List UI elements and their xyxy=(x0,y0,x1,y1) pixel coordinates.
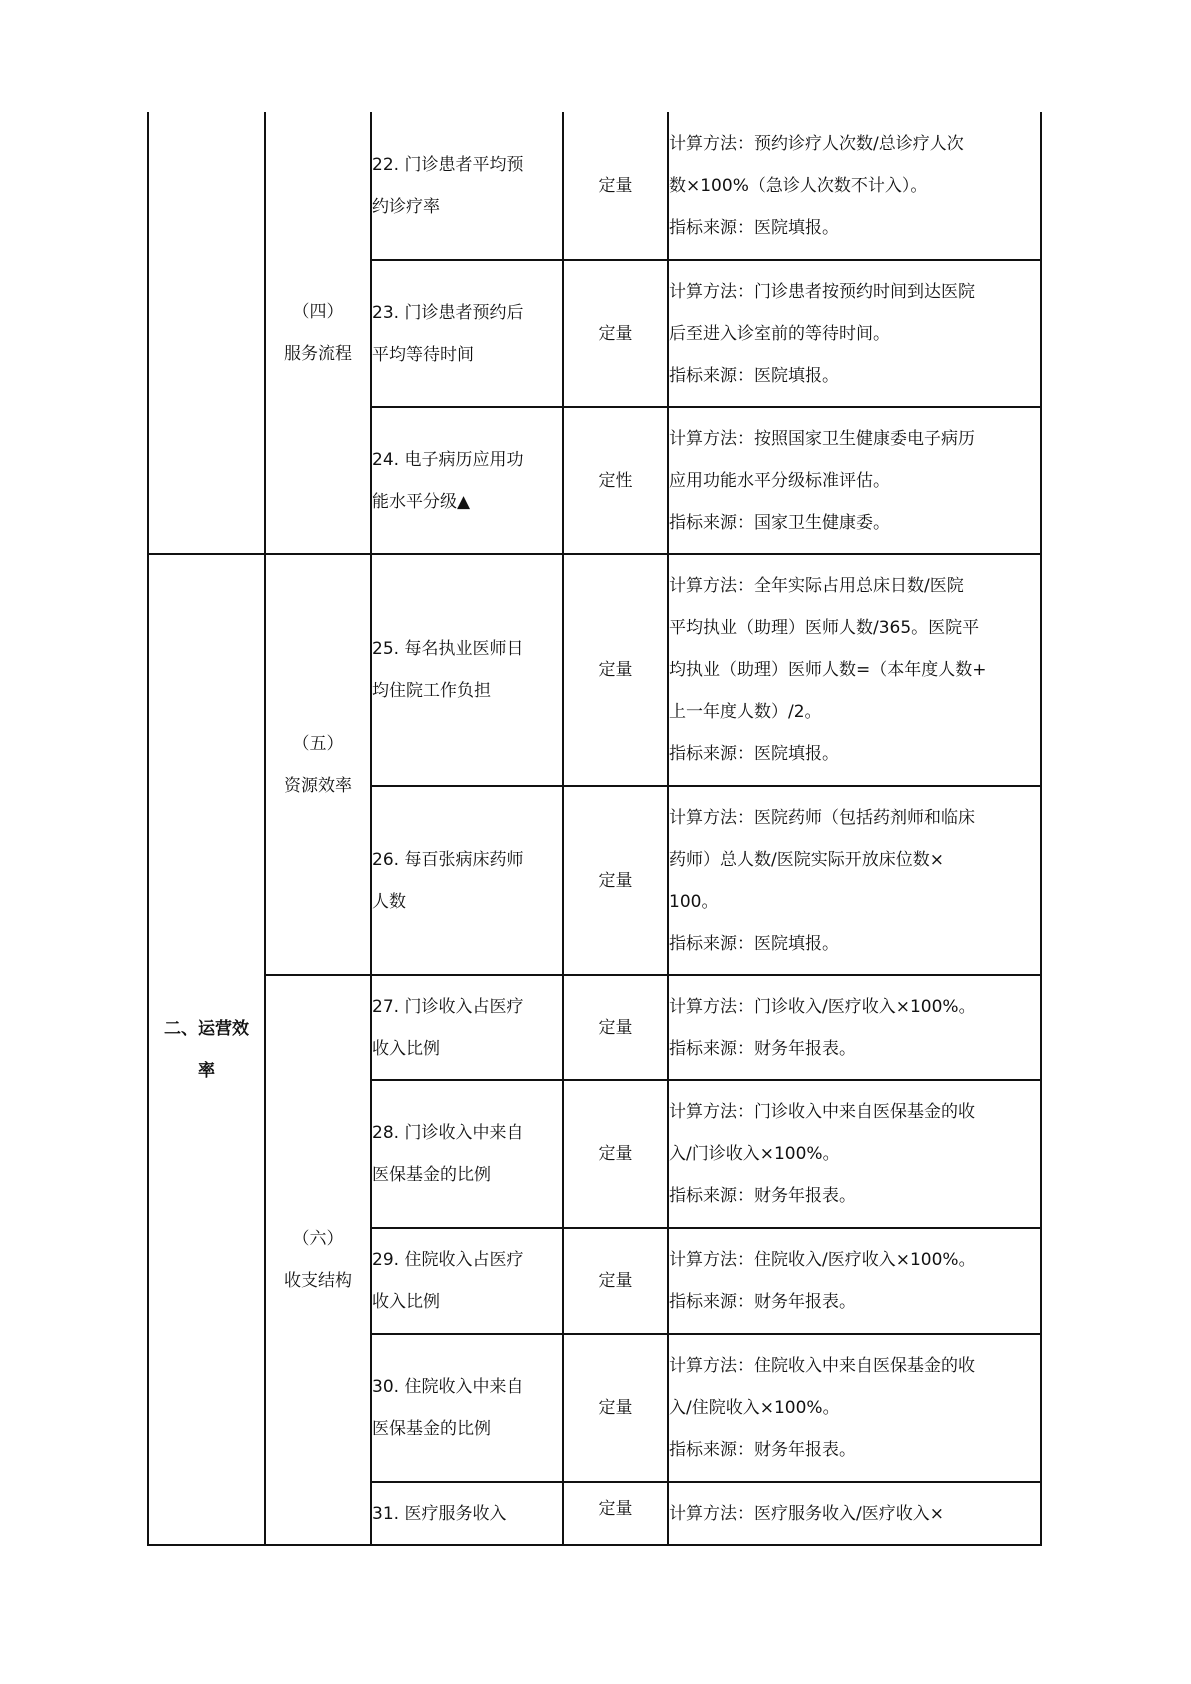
indicator-name-line: 约诊疗率 xyxy=(372,196,440,217)
method-line: 应用功能水平分级标准评估。 xyxy=(669,470,890,491)
method-line: 计算方法：住院收入/医疗收入×100%。 xyxy=(669,1250,976,1270)
source-line: 指标来源：国家卫生健康委。 xyxy=(669,512,890,533)
subcategory-cell xyxy=(265,554,371,975)
subcategory-number: （六） xyxy=(292,1229,344,1249)
source-line: 指标来源：财务年报表。 xyxy=(669,1440,856,1460)
indicator-name xyxy=(371,260,563,407)
indicator-description xyxy=(668,407,1041,554)
method-line: 药师）总人数/医院实际开放床位数× xyxy=(669,849,944,870)
indicator-name-line: 29. 住院收入占医疗 xyxy=(372,1250,524,1270)
indicator-name-line: 医保基金的比例 xyxy=(372,1165,491,1185)
indicator-name-line: 收入比例 xyxy=(372,1292,440,1312)
indicator-name-line: 23. 门诊患者预约后 xyxy=(372,302,524,323)
indicator-name xyxy=(371,1228,563,1334)
indicator-description xyxy=(668,554,1041,786)
subcategory-name: 收支结构 xyxy=(284,1271,352,1291)
indicator-type: 定量 xyxy=(563,786,668,975)
indicator-name xyxy=(371,1080,563,1228)
indicator-description xyxy=(668,112,1041,260)
method-line: 均执业（助理）医师人数=（本年度人数+ xyxy=(669,660,987,680)
indicator-description xyxy=(668,786,1041,975)
indicator-type: 定量 xyxy=(563,1228,668,1334)
source-line: 指标来源：医院填报。 xyxy=(669,933,839,954)
indicator-name xyxy=(371,975,563,1080)
indicator-name xyxy=(371,407,563,554)
method-line: 数×100%（急诊人次数不计入）。 xyxy=(669,175,928,196)
method-line: 入/住院收入×100%。 xyxy=(669,1398,840,1418)
indicator-name xyxy=(371,112,563,260)
category-label-line: 二、运营效 xyxy=(164,1018,249,1039)
method-line: 计算方法：按照国家卫生健康委电子病历 xyxy=(669,428,975,449)
subcategory-number: （四） xyxy=(292,301,344,322)
indicator-name-line: 26. 每百张病床药师 xyxy=(372,849,524,870)
indicator-name-line: 均住院工作负担 xyxy=(372,681,491,701)
category-cell-continued xyxy=(148,112,265,554)
method-line: 计算方法：预约诊疗人次数/总诊疗人次 xyxy=(669,133,964,154)
method-line: 入/门诊收入×100%。 xyxy=(669,1144,840,1164)
method-line: 平均执业（助理）医师人数/365。医院平 xyxy=(669,618,980,638)
source-line: 指标来源：财务年报表。 xyxy=(669,1292,856,1312)
indicator-description xyxy=(668,1482,1041,1545)
subcategory-name: 服务流程 xyxy=(284,343,352,364)
indicator-name-line: 医保基金的比例 xyxy=(372,1419,491,1439)
indicator-name-line: 22. 门诊患者平均预 xyxy=(372,154,524,175)
method-line: 计算方法：住院收入中来自医保基金的收 xyxy=(669,1356,975,1376)
category-label-line: 率 xyxy=(198,1060,215,1081)
indicator-name-line: 收入比例 xyxy=(372,1038,440,1059)
source-line: 指标来源：财务年报表。 xyxy=(669,1186,856,1206)
method-line: 100。 xyxy=(669,891,719,912)
indicator-name-line: 24. 电子病历应用功 xyxy=(372,449,524,470)
category-cell xyxy=(148,554,265,1545)
indicator-type: 定量 xyxy=(563,975,668,1080)
indicator-table xyxy=(147,112,1042,1546)
table-row xyxy=(148,975,1041,1080)
indicator-name-line: 人数 xyxy=(372,891,406,912)
method-line: 计算方法：全年实际占用总床日数/医院 xyxy=(669,576,964,596)
source-line: 指标来源：财务年报表。 xyxy=(669,1038,856,1059)
source-line: 指标来源：医院填报。 xyxy=(669,744,839,764)
indicator-description xyxy=(668,260,1041,407)
indicator-name-line: 31. 医疗服务收入 xyxy=(372,1503,507,1524)
method-line: 计算方法：医院药师（包括药剂师和临床 xyxy=(669,807,975,828)
method-line: 计算方法：门诊收入中来自医保基金的收 xyxy=(669,1102,975,1122)
table-row xyxy=(148,112,1041,260)
indicator-name-line: 30. 住院收入中来自 xyxy=(372,1377,524,1397)
indicator-description xyxy=(668,1228,1041,1334)
subcategory-number: （五） xyxy=(292,733,344,754)
subcategory-cell xyxy=(265,112,371,554)
subcategory-cell xyxy=(265,975,371,1545)
indicator-name xyxy=(371,1482,563,1545)
indicator-name xyxy=(371,1334,563,1482)
indicator-name-line: 28. 门诊收入中来自 xyxy=(372,1123,524,1143)
subcategory-name: 资源效率 xyxy=(284,775,352,796)
indicator-name-line: 25. 每名执业医师日 xyxy=(372,639,524,659)
method-line: 计算方法：门诊患者按预约时间到达医院 xyxy=(669,281,975,302)
indicator-name xyxy=(371,554,563,786)
method-line: 后至进入诊室前的等待时间。 xyxy=(669,323,890,344)
table-row xyxy=(148,554,1041,786)
indicator-type: 定量 xyxy=(563,112,668,260)
method-line: 上一年度人数）/2。 xyxy=(669,702,822,722)
source-line: 指标来源：医院填报。 xyxy=(669,365,839,386)
indicator-type: 定量 xyxy=(563,1482,668,1545)
indicator-name-line: 27. 门诊收入占医疗 xyxy=(372,996,524,1017)
indicator-type: 定性 xyxy=(563,407,668,554)
method-line: 计算方法：门诊收入/医疗收入×100%。 xyxy=(669,996,976,1017)
indicator-type: 定量 xyxy=(563,554,668,786)
indicator-description xyxy=(668,1334,1041,1482)
indicator-description xyxy=(668,1080,1041,1228)
source-line: 指标来源：医院填报。 xyxy=(669,217,839,238)
method-line: 计算方法：医疗服务收入/医疗收入× xyxy=(669,1503,944,1524)
indicator-type: 定量 xyxy=(563,1080,668,1228)
indicator-name-line: 能水平分级▲ xyxy=(372,491,471,512)
indicator-name-line: 平均等待时间 xyxy=(372,344,474,365)
indicator-name xyxy=(371,786,563,975)
indicator-description xyxy=(668,975,1041,1080)
indicator-type: 定量 xyxy=(563,260,668,407)
indicator-type: 定量 xyxy=(563,1334,668,1482)
